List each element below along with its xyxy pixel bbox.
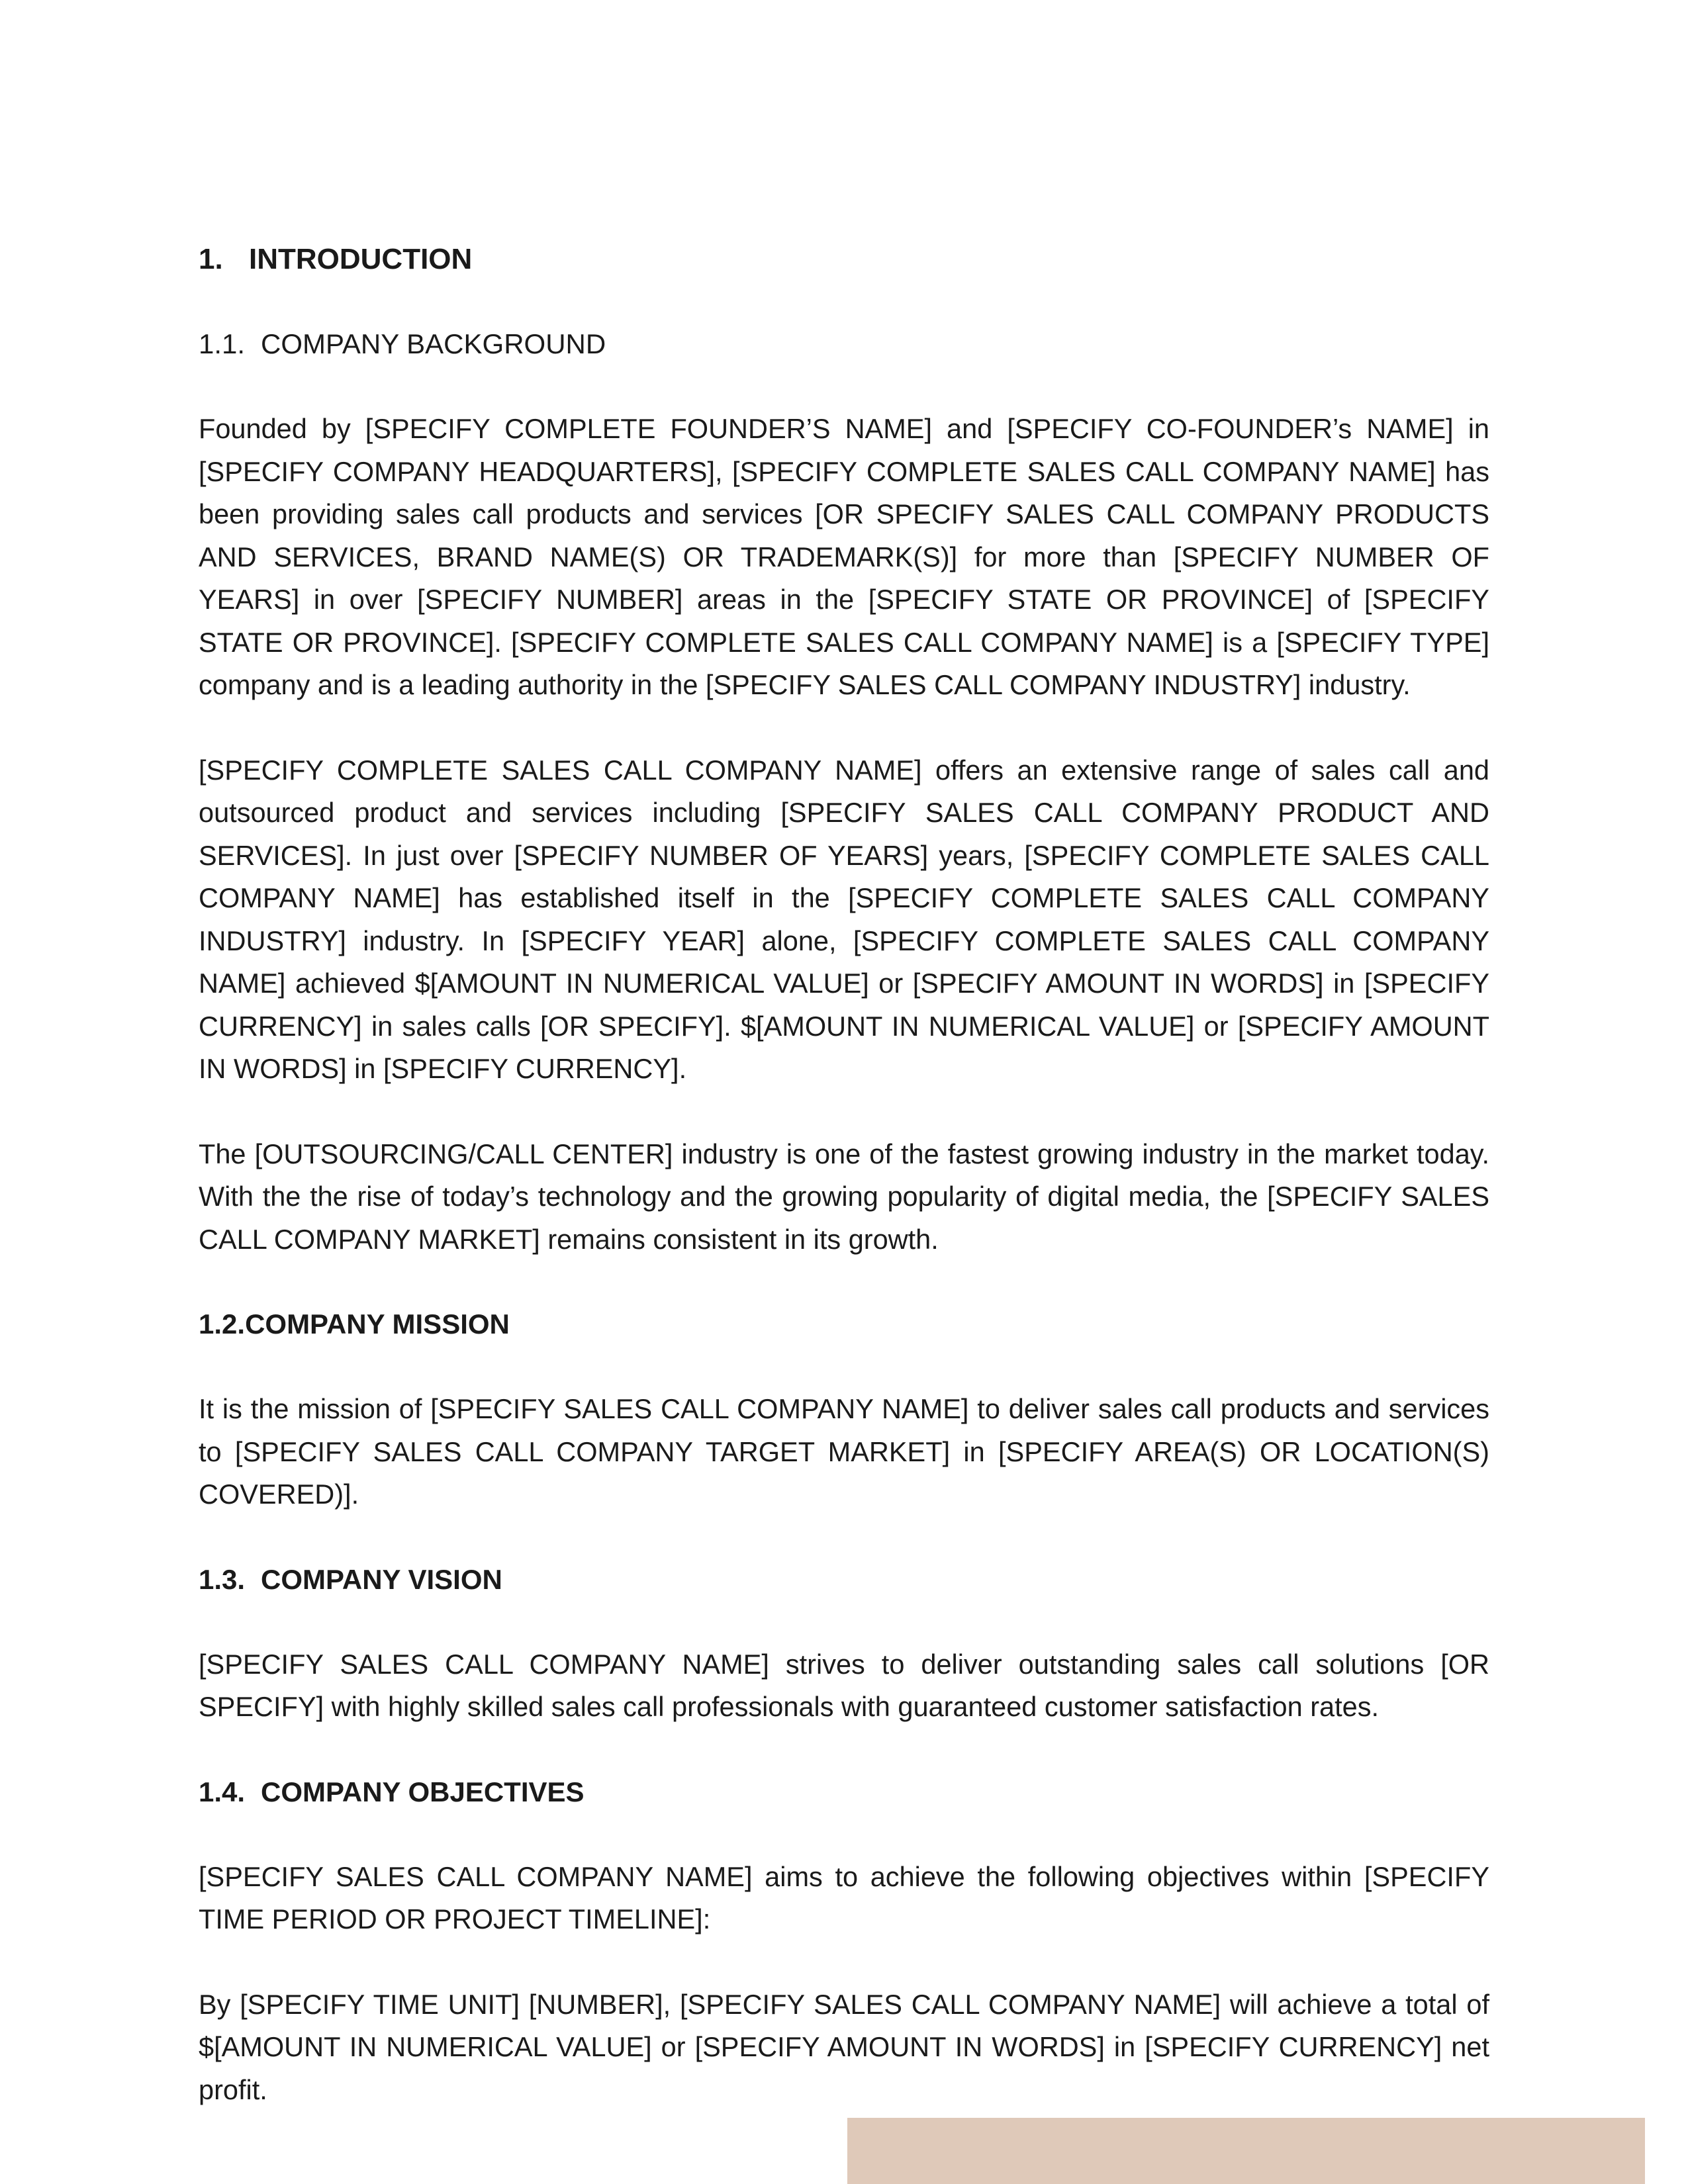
subsection-title: COMPANY BACKGROUND (261, 328, 606, 359)
section-title: INTRODUCTION (249, 243, 473, 275)
subsection-heading-background (199, 323, 1489, 365)
mission-paragraph: It is the mission of [SPECIFY SALES CALL COMPANY NAME] to deliver sales call products and services to [SPECIFY SALES CALL COMPANY TARGET MARKET] in [SPECIFY AREA(S) OR LOCATION(S) COVERED)]. (199, 1393, 1489, 1510)
subsection-title: COMPANY OBJECTIVES (261, 1776, 585, 1807)
subsection-number: 1.4. (199, 1776, 246, 1807)
vision-paragraph: [SPECIFY SALES CALL COMPANY NAME] strives to deliver outstanding sales call solutions [OR SPECIFY] with highly skilled sales call professionals with guaranteed customer satisfaction rates. (199, 1648, 1489, 1722)
subsection-title: COMPANY MISSION (245, 1308, 510, 1340)
subsection-number: 1.2. (199, 1308, 246, 1340)
subsection-number: 1.1. (199, 328, 246, 359)
background-paragraph-2: [SPECIFY COMPLETE SALES CALL COMPANY NAME] offers an extensive range of sales call and outsourced product and services including [SPECIFY SALES CALL COMPANY PRODUCT AND SERVICES]. In just over [SPECIFY NUMBER OF YEARS] years, [SPECIFY COMPLETE SALES CALL COMPANY NAME] has established itself in the [SPECIFY COMPLETE SALES CALL COMPANY INDUSTRY] industry. In [SPECIFY YEAR] alone, [SPECIFY COMPLETE SALES CALL COMPANY NAME] achieved $[AMOUNT IN NUMERICAL VALUE] or [SPECIFY AMOUNT IN WORDS] in [SPECIFY CURRENCY] in sales calls [OR SPECIFY]. $[AMOUNT IN NUMERICAL VALUE] or [SPECIFY AMOUNT IN WORDS] in [SPECIFY CURRENCY]. (199, 754, 1489, 1084)
document-content (199, 238, 1489, 2154)
subsection-heading-objectives (199, 1771, 1489, 1813)
background-paragraph-1: Founded by [SPECIFY COMPLETE FOUNDER’S NAME] and [SPECIFY CO-FOUNDER’s NAME] in [SPECIFY COMPANY HEADQUARTERS], [SPECIFY COMPLETE SALES CALL COMPANY NAME] has been providing sales call products and services [OR SPECIFY SALES CALL COMPANY PRODUCTS AND SERVICES, BRAND NAME(S) OR TRADEMARK(S)] for more than [SPECIFY NUMBER OF YEARS] in over [SPECIFY NUMBER] areas in the [SPECIFY STATE OR PROVINCE] of [SPECIFY STATE OR PROVINCE]. [SPECIFY COMPLETE SALES CALL COMPANY NAME] is a [SPECIFY TYPE] company and is a leading authority in the [SPECIFY SALES CALL COMPANY INDUSTRY] industry. (199, 413, 1489, 700)
footer-decorative-bar (847, 2118, 1645, 2184)
objectives-paragraph-1: [SPECIFY SALES CALL COMPANY NAME] aims to achieve the following objectives within [SPECIFY TIME PERIOD OR PROJECT TIMELINE]: (199, 1860, 1489, 1934)
objectives-paragraph-2: By [SPECIFY TIME UNIT] [NUMBER], [SPECIFY SALES CALL COMPANY NAME] will achieve a total of $[AMOUNT IN NUMERICAL VALUE] or [SPECIFY AMOUNT IN WORDS] in [SPECIFY CURRENCY] net profit. (199, 1988, 1489, 2105)
subsection-heading-vision (199, 1559, 1489, 1601)
section-number: 1. (199, 243, 223, 275)
background-paragraph-3: The [OUTSOURCING/CALL CENTER] industry is one of the fastest growing industry in the market today. With the the rise of today’s technology and the growing popularity of digital media, the [SPECIFY SALES CALL COMPANY MARKET] remains consistent in its growth. (199, 1138, 1489, 1255)
subsection-heading-mission (199, 1303, 1489, 1345)
section-heading-introduction (199, 238, 1489, 281)
subsection-number: 1.3. (199, 1563, 246, 1595)
subsection-title: COMPANY VISION (261, 1563, 502, 1595)
